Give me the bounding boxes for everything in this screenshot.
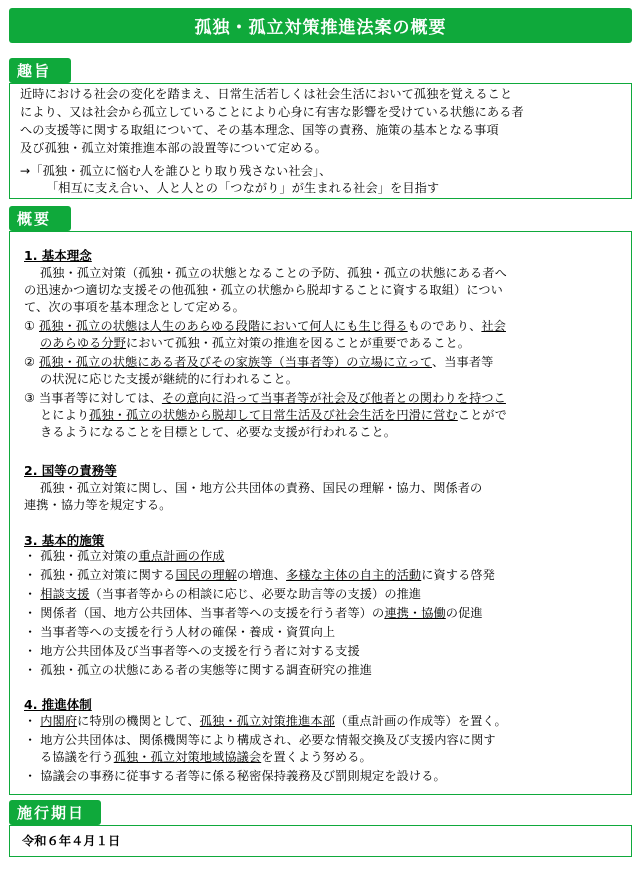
plain-text: 孤独・孤立対策の bbox=[40, 549, 139, 563]
underlined-text: 孤独・孤立対策地域協議会 bbox=[113, 750, 262, 764]
principles-intro-1: 孤独・孤立対策（孤独・孤立の状態となることの予防、孤独・孤立の状態にある者へ bbox=[40, 266, 507, 280]
heading-basic-measures: 3. 基本的施策 bbox=[24, 533, 105, 548]
section-box-shikou bbox=[9, 825, 632, 857]
underlined-text: 内閣府 bbox=[40, 714, 78, 728]
measure-item bbox=[24, 605, 483, 622]
bullet: ・ bbox=[24, 606, 37, 620]
bullet: ・ bbox=[24, 625, 37, 639]
plain-text: 孤独・孤立の状態にある者の実態等に関する調査研究の推進 bbox=[40, 663, 373, 677]
goal-line-2: 「相互に支え合い、人と人との「つながり」が生まれる社会」を目指す bbox=[46, 181, 440, 195]
plain-text: る協議を行う bbox=[40, 750, 114, 764]
principles-intro-3: て、次の事項を基本理念として定める。 bbox=[24, 300, 245, 314]
plain-text: 協議会の事務に従事する者等に係る秘密保持義務及び罰則規定を設ける。 bbox=[40, 769, 446, 783]
bullet: ・ bbox=[24, 714, 37, 728]
principle-item-2-line-2: の状況に応じた支援が継続的に行われること。 bbox=[40, 372, 299, 386]
section-label-shushi bbox=[9, 58, 71, 83]
measure-item bbox=[24, 548, 225, 565]
underlined-text: 多様な主体の自主的活動 bbox=[286, 568, 422, 582]
plain-text: において孤独・孤立対策の推進を図ることが重要であること。 bbox=[126, 336, 471, 350]
purpose-line-3: への支援等に関する取組について、その基本理念、国等の責務、施策の基本となる事項 bbox=[20, 123, 499, 137]
bullet: ・ bbox=[24, 644, 37, 658]
section-label-text: 概要 bbox=[17, 210, 52, 228]
system-item bbox=[24, 732, 496, 749]
page-title: 孤独・孤立対策推進法案の概要 bbox=[194, 18, 447, 38]
measure-item bbox=[24, 567, 495, 584]
heading-basic-principles: 1. 基本理念 bbox=[24, 248, 92, 263]
measure-item bbox=[24, 586, 421, 603]
page-title-bar bbox=[9, 8, 632, 43]
effective-date: 令和６年４月１日 bbox=[22, 834, 121, 848]
plain-text: に特別の機関として、 bbox=[77, 714, 200, 728]
section-label-shikou bbox=[9, 800, 101, 825]
measure-item bbox=[24, 643, 360, 660]
underlined-text: 孤独・孤立の状態にある者及びその家族等（当事者等）の立場に立って bbox=[39, 355, 432, 369]
principle-item-3-line-2 bbox=[40, 407, 507, 424]
plain-text: 、当事者等 bbox=[431, 355, 494, 369]
underlined-text: 連携・協働 bbox=[384, 606, 446, 620]
principle-item-2-line-1 bbox=[24, 354, 493, 371]
measure-item bbox=[24, 662, 372, 679]
plain-text: 孤独・孤立対策に関する bbox=[40, 568, 176, 582]
plain-text: に資する啓発 bbox=[421, 568, 495, 582]
principle-item-3-line-3: きるようになることを目標として、必要な支援が行われること。 bbox=[40, 425, 397, 439]
system-item bbox=[24, 768, 446, 785]
heading-promotion-system: 4. 推進体制 bbox=[24, 697, 92, 712]
purpose-line-4: 及び孤独・孤立対策推進本部の設置等について定める。 bbox=[20, 141, 327, 155]
heading-responsibilities: 2. 国等の責務等 bbox=[24, 463, 117, 478]
item-marker: ③ bbox=[24, 391, 36, 405]
item-marker: ② bbox=[24, 355, 36, 369]
bullet: ・ bbox=[24, 568, 37, 582]
plain-text: ことがで bbox=[457, 408, 507, 422]
measure-item bbox=[24, 624, 335, 641]
plain-text: とにより bbox=[40, 408, 90, 422]
section-label-gaiyou bbox=[9, 206, 71, 231]
bullet: ・ bbox=[24, 549, 37, 563]
bullet: ・ bbox=[24, 769, 37, 783]
principle-item-1-line-2 bbox=[40, 335, 470, 352]
plain-text: 当事者等への支援を行う人材の確保・養成・資質向上 bbox=[40, 625, 336, 639]
underlined-text: その意向に沿って当事者等が社会及び他者との関わりを持つこ bbox=[161, 391, 506, 405]
plain-text: ものであり、 bbox=[407, 319, 482, 333]
principle-item-3-line-1 bbox=[24, 390, 506, 407]
section-box-gaiyou bbox=[9, 231, 632, 795]
purpose-line-1: 近時における社会の変化を踏まえ、日常生活若しくは社会生活において孤独を覚えること bbox=[20, 87, 513, 101]
underlined-text: 孤独・孤立対策推進本部 bbox=[199, 714, 335, 728]
section-box-shushi bbox=[9, 83, 632, 199]
plain-text: を置くよう努める。 bbox=[261, 750, 372, 764]
responsibilities-line-1: 孤独・孤立対策に関し、国・地方公共団体の責務、国民の理解・協力、関係者の bbox=[40, 481, 483, 495]
section-label-text: 趣旨 bbox=[17, 62, 52, 80]
section-label-text: 施行期日 bbox=[17, 804, 86, 822]
plain-text: 当事者等に対しては、 bbox=[39, 391, 162, 405]
plain-text: （重点計画の作成等）を置く。 bbox=[334, 714, 507, 728]
purpose-line-2: により、又は社会から孤立していることにより心身に有害な影響を受けている状態にある者 bbox=[20, 105, 524, 119]
underlined-text: 相談支援 bbox=[40, 587, 90, 601]
responsibilities-line-2: 連携・協力等を規定する。 bbox=[24, 498, 172, 512]
principles-intro-2: の迅速かつ適切な支援その他孤独・孤立の状態から脱却することに資する取組）につい bbox=[24, 283, 503, 297]
underlined-text: のあらゆる分野 bbox=[40, 336, 127, 350]
plain-text: の促進 bbox=[445, 606, 483, 620]
underlined-text: 社会 bbox=[481, 319, 506, 333]
bullet: ・ bbox=[24, 733, 37, 747]
plain-text: 地方公共団体及び当事者等への支援を行う者に対する支援 bbox=[40, 644, 360, 658]
principle-item-1-line-1 bbox=[24, 318, 506, 335]
bullet: ・ bbox=[24, 663, 37, 677]
plain-text: 地方公共団体は、関係機関等により構成され、必要な情報交換及び支援内容に関す bbox=[40, 733, 496, 747]
underlined-text: 重点計画の作成 bbox=[138, 549, 225, 563]
bullet: ・ bbox=[24, 587, 37, 601]
plain-text: （当事者等からの相談に応じ、必要な助言等の支援）の推進 bbox=[89, 587, 422, 601]
underlined-text: 国民の理解 bbox=[175, 568, 237, 582]
underlined-text: 孤独・孤立の状態から脱却して日常生活及び社会生活を円滑に営む bbox=[89, 408, 458, 422]
plain-text: 関係者（国、地方公共団体、当事者等への支援を行う者等）の bbox=[40, 606, 385, 620]
system-item bbox=[24, 713, 507, 730]
goal-line-1: →「孤独・孤立に悩む人を誰ひとり取り残さない社会」、 bbox=[20, 164, 332, 178]
system-item-continued bbox=[40, 749, 372, 766]
underlined-text: 孤独・孤立の状態は人生のあらゆる段階において何人にも生じ得る bbox=[39, 319, 408, 333]
plain-text: の増進、 bbox=[236, 568, 287, 582]
item-marker: ① bbox=[24, 319, 36, 333]
